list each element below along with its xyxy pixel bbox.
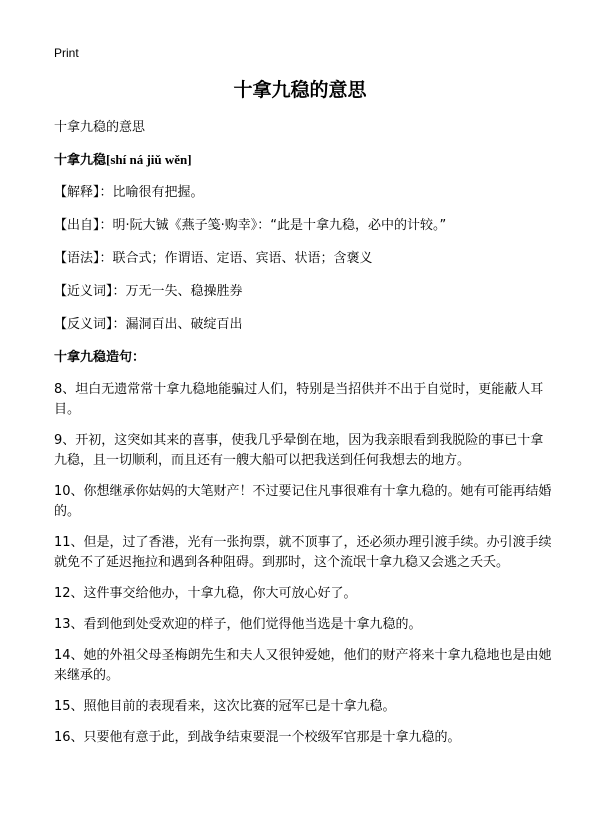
- example-sentence: 9、开初，这突如其来的喜事，使我几乎晕倒在地，因为我亲眼看到我脱险的事已十拿九稳，且一切顺利，而且还有一艘大船可以把我送到任何我想去的地方。: [54, 433, 544, 468]
- article-subtitle: 十拿九稳的意思: [54, 120, 146, 135]
- idiom-heading: [54, 150, 554, 171]
- field-value: 漏洞百出、破绽百出: [125, 317, 243, 332]
- example-sentence: 12、这件事交给他办，十拿九稳，你大可放心好了。: [54, 586, 357, 601]
- example-sentence: 14、她的外祖父母圣梅朗先生和夫人又很钟爱她，他们的财产将来十拿九稳地也是由她来继承的。: [54, 648, 552, 683]
- example-sentence: 8、坦白无遗常常十拿九稳地能骗过人们，特别是当招供并不出于自觉时，更能蔽人耳目。: [54, 382, 544, 417]
- field-label: 【语法】：: [54, 251, 113, 266]
- field-value: 比喻很有把握。: [112, 185, 204, 200]
- field-label: 【解释】：: [54, 185, 113, 200]
- example-sentence: 11、但是，过了香港，光有一张拘票，就不顶事了，还必须办理引渡手续。办引渡手续就免不了延迟拖拉和遇到各种阻碍。到那时，这个流氓十拿九稳又会逃之夭夭。: [54, 535, 552, 570]
- page-title: 十拿九稳的意思: [233, 79, 367, 101]
- field-explanation: [54, 183, 554, 203]
- example-sentence: 13、看到他到处受欢迎的样子，他们觉得他当选是十拿九稳的。: [54, 617, 422, 632]
- print-link[interactable]: Print: [54, 46, 79, 60]
- idiom-term: 十拿九稳: [54, 153, 107, 168]
- examples-heading: 十拿九稳造句：: [54, 350, 146, 365]
- field-label: 【近义词】：: [54, 284, 126, 299]
- field-synonyms: [54, 282, 554, 302]
- example-sentence: 10、你想继承你姑妈的大笔财产！不过要记住凡事很难有十拿九稳的。她有可能再结婚的。: [54, 484, 552, 519]
- article-body: [54, 118, 554, 759]
- idiom-pinyin: [shí ná jiǔ wěn]: [106, 152, 192, 167]
- example-sentence: 16、只要他有意于此，到战争结束要混一个校级军官那是十拿九稳的。: [54, 730, 461, 745]
- field-value: 明·阮大铖《燕子笺·购幸》：“此是十拿九稳，必中的计较。”: [112, 218, 447, 233]
- example-sentence: 15、照他目前的表现看来，这次比赛的冠军已是十拿九稳。: [54, 699, 396, 714]
- field-label: 【出自】：: [54, 218, 113, 233]
- field-antonyms: [54, 315, 554, 335]
- field-value: 万无一失、稳操胜券: [125, 284, 243, 299]
- field-grammar: [54, 249, 554, 269]
- field-label: 【反义词】：: [54, 317, 126, 332]
- field-source: [54, 216, 554, 236]
- example-sentence-list: [54, 380, 554, 748]
- field-value: 联合式；作谓语、定语、宾语、状语；含褒义: [112, 251, 373, 266]
